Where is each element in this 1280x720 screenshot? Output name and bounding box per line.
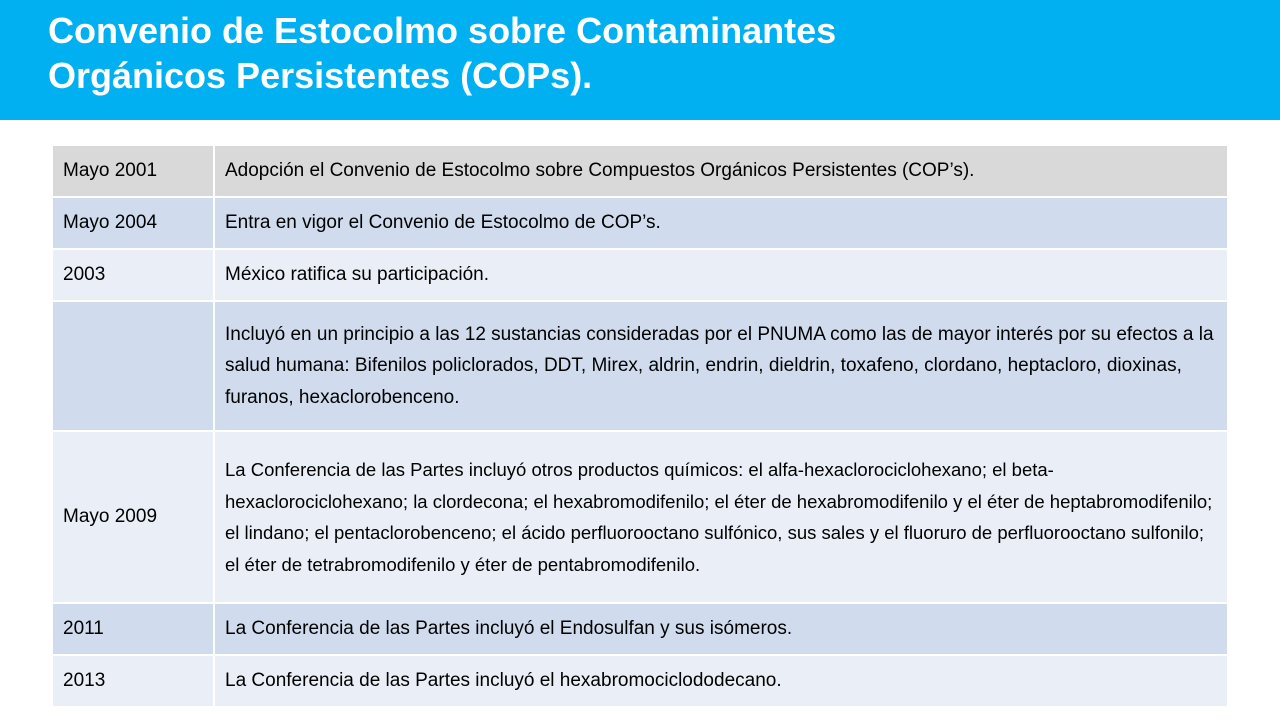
title-bar xyxy=(0,0,1280,120)
table-row xyxy=(53,249,1228,301)
date-cell xyxy=(53,301,214,431)
timeline-table-container xyxy=(53,146,1228,708)
title-line-2: Orgánicos Persistentes (COPs). xyxy=(48,55,593,96)
event-cell: México ratifica su participación. xyxy=(214,249,1228,301)
timeline-table xyxy=(53,146,1229,708)
table-row xyxy=(53,197,1228,249)
event-cell: Entra en vigor el Convenio de Estocolmo de COP’s. xyxy=(214,197,1228,249)
event-cell: La Conferencia de las Partes incluyó el Endosulfan y sus isómeros. xyxy=(214,603,1228,655)
table-row xyxy=(53,301,1228,431)
date-cell: Mayo 2001 xyxy=(53,146,214,197)
date-cell: 2011 xyxy=(53,603,214,655)
table-row xyxy=(53,431,1228,603)
date-cell: Mayo 2004 xyxy=(53,197,214,249)
table-row xyxy=(53,146,1228,197)
event-cell: Incluyó en un principio a las 12 sustancias consideradas por el PNUMA como las de mayor interés por su efectos a la salud humana: Bifenilos policlorados, DDT, Mirex, aldrin, endrin, dieldrin, toxafeno, clordano, heptacloro, dioxinas, furanos, hexaclorobenceno. xyxy=(214,301,1228,431)
date-cell: Mayo 2009 xyxy=(53,431,214,603)
event-cell: Adopción el Convenio de Estocolmo sobre Compuestos Orgánicos Persistentes (COP’s). xyxy=(214,146,1228,197)
event-cell: La Conferencia de las Partes incluyó el hexabromociclododecano. xyxy=(214,655,1228,707)
title-line-1: Convenio de Estocolmo sobre Contaminantes xyxy=(48,10,837,51)
date-cell: 2013 xyxy=(53,655,214,707)
slide-title xyxy=(48,8,1248,98)
event-cell: La Conferencia de las Partes incluyó otros productos químicos: el alfa-hexaclorociclohexano; el beta-hexaclorociclohexano; la clordecona; el hexabromodifenilo; el éter de hexabromodifenilo y el éter de heptabromodifenilo; el lindano; el pentaclorobenceno; el ácido perfluorooctano sulfónico, sus sales y el fluoruro de perfluorooctano sulfonilo; el éter de tetrabromodifenilo y éter de pentabromodifenilo. xyxy=(214,431,1228,603)
date-cell: 2003 xyxy=(53,249,214,301)
table-row xyxy=(53,603,1228,655)
table-row xyxy=(53,655,1228,707)
